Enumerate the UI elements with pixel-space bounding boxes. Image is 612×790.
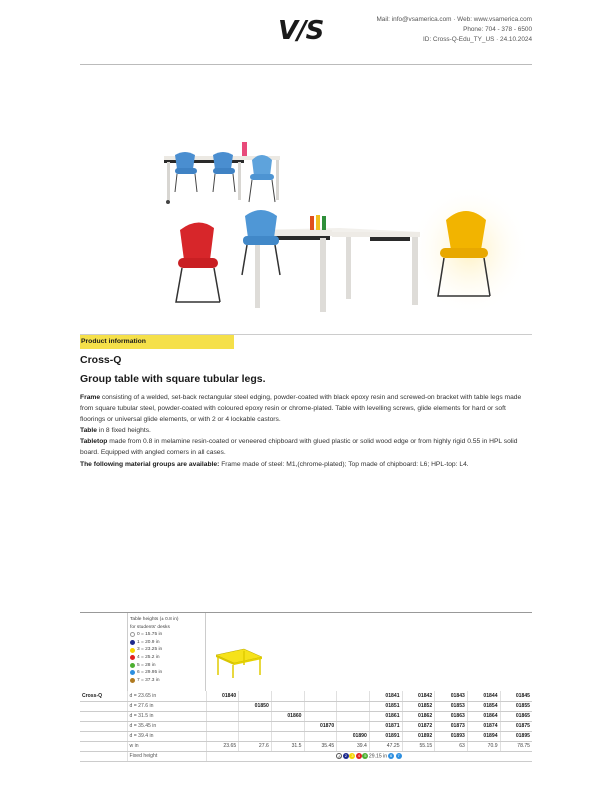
table-row: [80, 731, 532, 741]
height-code-dot-icon: 5: [364, 752, 367, 758]
spec-table-section: [80, 612, 532, 759]
article-number-cell: 01854: [467, 701, 500, 711]
article-number-cell: [239, 711, 272, 721]
article-number-cell: 01842: [402, 691, 435, 701]
article-number-cell: 01873: [435, 721, 468, 731]
fixed-height-row: [80, 751, 532, 761]
height-code-dot-icon: A: [338, 753, 341, 759]
height-legend-item: [130, 631, 203, 639]
height-color-dot-icon: [130, 670, 135, 675]
tabletop-text: made from 0.8 in melamine resin-coated or veneered chipboard with glued plastic or solid wood edge or from highly rigid 0.55 in HPL solid board. Equipped with angled corners in all cases.: [80, 438, 518, 457]
height-legend-item: [130, 646, 203, 654]
article-number-cell: 01852: [402, 701, 435, 711]
article-number-cell: [206, 731, 239, 741]
article-number-cell: [206, 721, 239, 731]
height-legend-label: 6 = 29.95 in: [137, 670, 163, 676]
article-number-cell: 01892: [402, 731, 435, 741]
product-name: Cross-Q: [80, 354, 122, 366]
table-paragraph: [80, 425, 532, 436]
height-legend-label: 5 = 28 in: [137, 662, 156, 668]
article-number-cell: 01874: [467, 721, 500, 731]
contact-phone: Phone: 704 - 378 - 6500: [463, 26, 532, 33]
product-cell: Cross-Q: [80, 691, 127, 701]
article-number-cell: 01864: [467, 711, 500, 721]
spec-header: [80, 613, 532, 691]
product-photo: [80, 70, 532, 332]
height-color-dot-icon: [130, 632, 135, 637]
article-number-cell: 01872: [402, 721, 435, 731]
depth-label: d = 39.4 in: [127, 731, 206, 741]
article-number-cell: [337, 691, 370, 701]
table-illustration: [214, 643, 264, 679]
fixed-height-value: 29.15 in: [368, 753, 388, 760]
brand-logo: V/S: [278, 16, 324, 46]
width-label: w in: [127, 741, 206, 751]
table-label: Table: [80, 427, 97, 435]
article-number-cell: [304, 731, 337, 741]
width-row: [80, 741, 532, 751]
product-cell: [80, 751, 127, 761]
article-number-cell: 01844: [467, 691, 500, 701]
table-row: [80, 721, 532, 731]
article-number-cell: [337, 711, 370, 721]
article-number-cell: 01890: [337, 731, 370, 741]
table-row: [80, 711, 532, 721]
heights-title-2: for students' desks: [130, 624, 170, 630]
heights-title-1: Table heights (± 0.8 in): [130, 617, 179, 622]
article-number-cell: [239, 721, 272, 731]
height-legend-item: [130, 662, 203, 670]
article-number-cell: [304, 691, 337, 701]
depth-label: d = 27.6 in: [127, 701, 206, 711]
article-number-cell: [271, 731, 304, 741]
width-cell: 31.5: [271, 741, 304, 751]
contact-mail-web: Mail: info@vsamerica.com · Web: www.vsamerica.com: [376, 16, 532, 23]
frame-paragraph: [80, 392, 532, 425]
article-number-cell: 01840: [206, 691, 239, 701]
product-cell: [80, 701, 127, 711]
article-number-cell: [271, 721, 304, 731]
height-legend-item: [130, 639, 203, 647]
article-number-cell: 01891: [369, 731, 402, 741]
product-cell: [80, 731, 127, 741]
materials-label: The following material groups are available:: [80, 460, 220, 468]
article-number-cell: [271, 701, 304, 711]
height-color-dot-icon: [130, 663, 135, 668]
height-legend-item: [130, 654, 203, 662]
section-badge: Product information: [80, 335, 234, 349]
height-legend-item: [130, 669, 203, 677]
product-cell: [80, 721, 127, 731]
materials-text: Frame made of steel: M1,(chrome-plated); Top made of chipboard: L6; HPL-top: L4.: [219, 460, 469, 468]
width-cell: 63: [435, 741, 468, 751]
article-number-cell: 01875: [500, 721, 532, 731]
article-number-cell: [239, 691, 272, 701]
height-legend-label: 1 = 20.9 in: [137, 639, 160, 645]
height-code-dot-icon: 6: [389, 752, 393, 758]
article-number-cell: [304, 701, 337, 711]
article-number-cell: 01850: [239, 701, 272, 711]
height-code-dot-icon: 7: [397, 752, 400, 758]
product-cell: [80, 741, 127, 751]
article-number-cell: [337, 701, 370, 711]
height-legend-label: 3 = 23.25 in: [137, 647, 163, 653]
height-code-dot-icon: 2: [344, 752, 348, 758]
depth-label: d = 35.45 in: [127, 721, 206, 731]
width-cell: 39.4: [337, 741, 370, 751]
article-number-cell: [206, 711, 239, 721]
product-description: [80, 392, 532, 470]
product-title: Group table with square tubular legs.: [80, 373, 266, 385]
width-cell: 23.65: [206, 741, 239, 751]
document-id: ID: Cross-Q-Edu_TY_US · 24.10.2024: [422, 36, 532, 43]
height-legend-item: [130, 677, 203, 685]
table-text: in 8 fixed heights.: [96, 427, 151, 435]
width-cell: 55.15: [402, 741, 435, 751]
article-number-cell: [304, 711, 337, 721]
product-cell: [80, 711, 127, 721]
width-cell: 78.75: [500, 741, 532, 751]
height-color-dot-icon: [130, 640, 135, 645]
article-number-cell: 01853: [435, 701, 468, 711]
height-code-dot-icon: 3: [351, 752, 354, 758]
article-number-cell: 01870: [304, 721, 337, 731]
article-number-cell: 01861: [369, 711, 402, 721]
article-number-cell: [239, 731, 272, 741]
height-code-dot-icon: 4: [357, 752, 361, 758]
header-divider: [80, 64, 532, 65]
fixed-height-label: Fixed height: [127, 751, 206, 761]
height-legend-label: 4 = 25.2 in: [137, 654, 160, 660]
frame-text: consisting of a welded, set-back rectangular steel edging, powder-coated with black epoxy resin and screwed-on bracket with table legs made from square tubular steel, powder-coated with coloured epoxy resin or chrome-plated. Table with levelling screws, glide elements for hard or soft floorings or universal glide elements, or with 2 or 4 lockable castors.: [80, 394, 522, 424]
article-number-cell: 01894: [467, 731, 500, 741]
article-number-cell: 01855: [500, 701, 532, 711]
table-heights-legend: [127, 613, 206, 691]
article-number-cell: [206, 701, 239, 711]
depth-label: d = 23.65 in: [127, 691, 206, 701]
article-number-cell: 01862: [402, 711, 435, 721]
frame-label: Frame: [80, 394, 101, 401]
table-row: [80, 701, 532, 711]
article-number-cell: [271, 691, 304, 701]
width-cell: 27.6: [239, 741, 272, 751]
height-legend-label: 7 = 37.3 in: [137, 677, 160, 683]
article-number-cell: 01893: [435, 731, 468, 741]
fixed-height-cell: [206, 751, 532, 761]
height-color-dot-icon: [130, 648, 135, 653]
article-number-cell: 01860: [271, 711, 304, 721]
article-number-cell: 01871: [369, 721, 402, 731]
width-cell: 35.45: [304, 741, 337, 751]
width-cell: 70.9: [467, 741, 500, 751]
tabletop-paragraph: [80, 436, 532, 458]
article-number-cell: 01865: [500, 711, 532, 721]
materials-paragraph: [80, 459, 532, 470]
height-legend-label: 0 = 15.75 in: [137, 632, 163, 638]
article-number-cell: 01845: [500, 691, 532, 701]
width-cell: 47.25: [369, 741, 402, 751]
article-number-cell: 01843: [435, 691, 468, 701]
contact-info: [376, 15, 532, 45]
article-number-table: [80, 691, 532, 762]
depth-label: d = 31.5 in: [127, 711, 206, 721]
height-color-dot-icon: [130, 678, 135, 683]
article-number-cell: 01851: [369, 701, 402, 711]
article-number-cell: 01841: [369, 691, 402, 701]
article-number-cell: 01895: [500, 731, 532, 741]
tabletop-label: Tabletop: [80, 438, 108, 446]
heights-list: [130, 631, 203, 684]
article-number-cell: 01863: [435, 711, 468, 721]
height-color-dot-icon: [130, 655, 135, 660]
article-number-cell: [337, 721, 370, 731]
table-row: [80, 691, 532, 701]
